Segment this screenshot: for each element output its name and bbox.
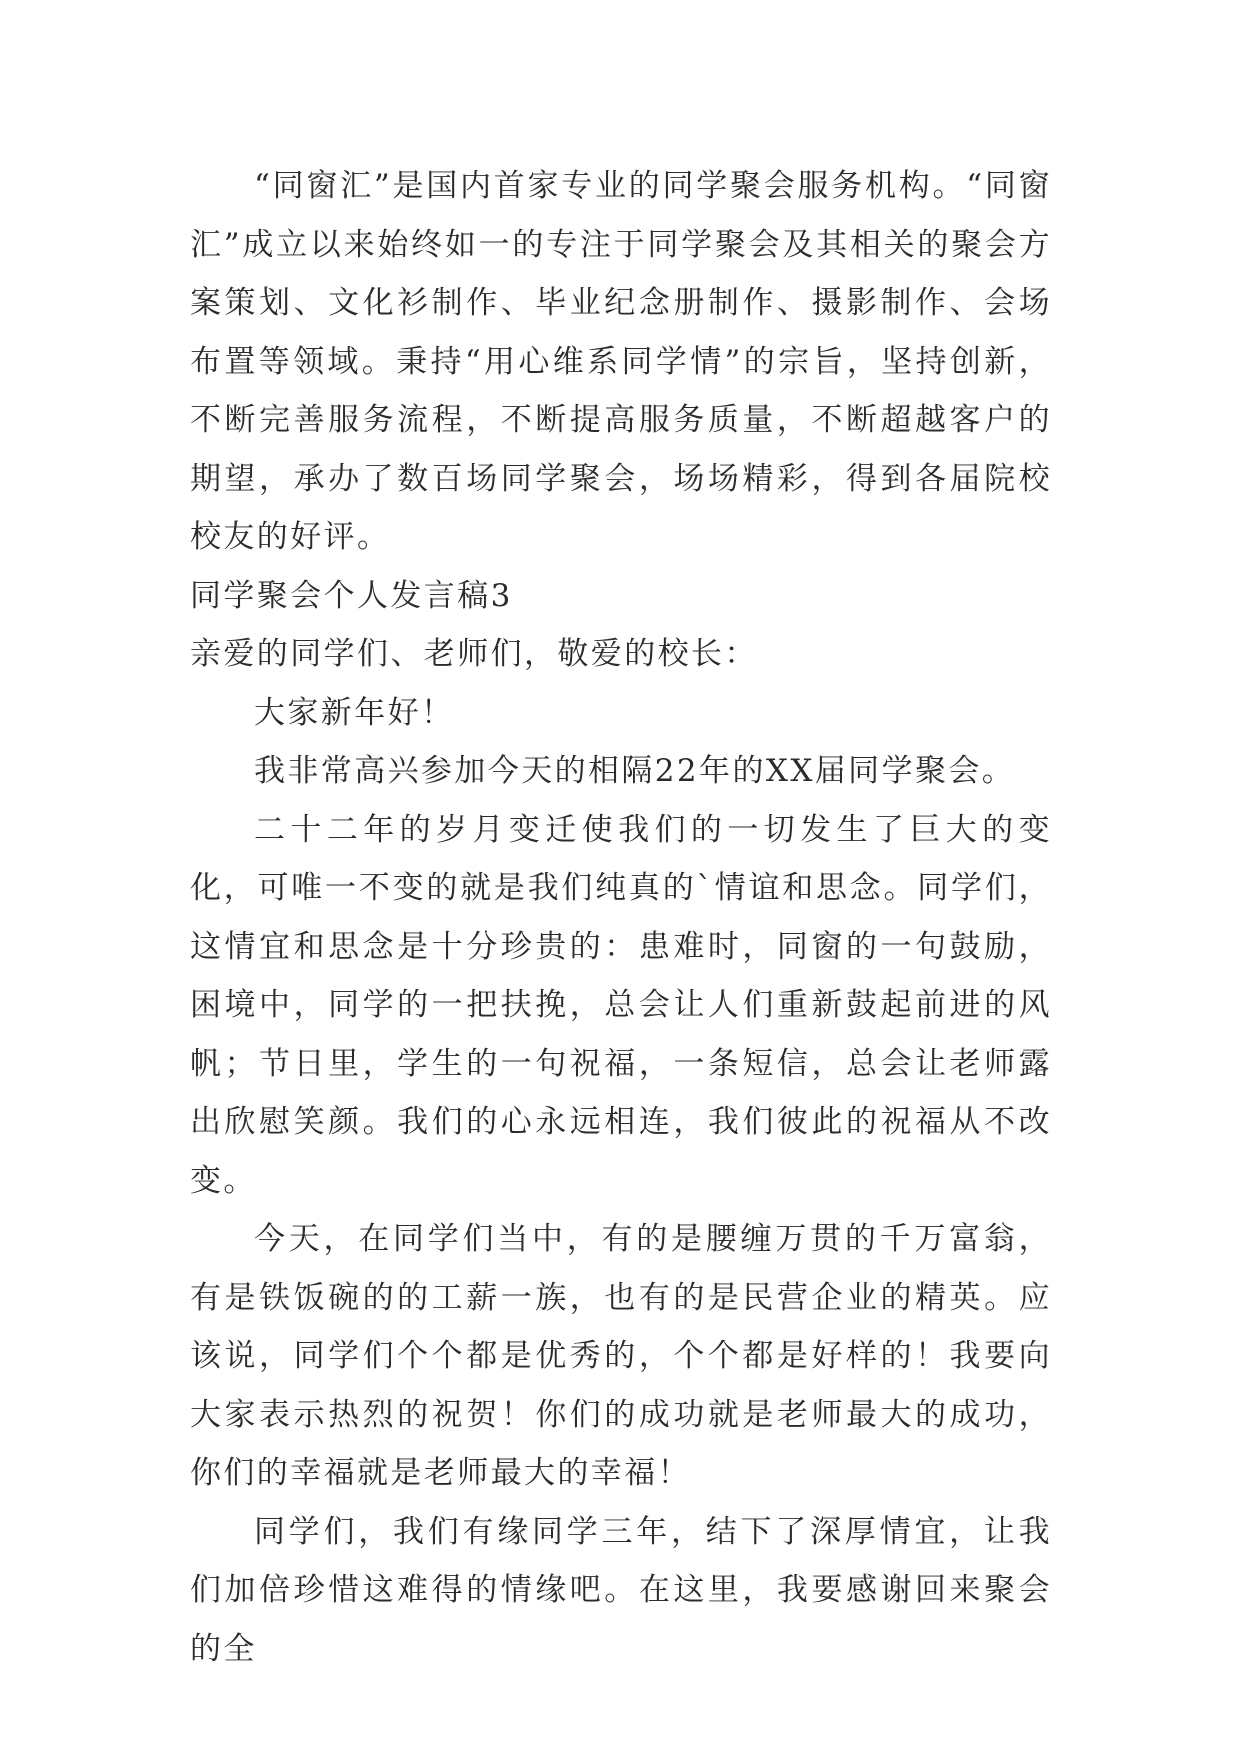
salutation: 亲爱的同学们、老师们，敬爱的校长：: [190, 636, 758, 672]
section-heading: 同学聚会个人发言稿3: [190, 577, 513, 614]
greeting-paragraph: 大家新年好！: [254, 694, 455, 731]
body-paragraph: 我非常高兴参加今天的相隔22年的XX届同学聚会。: [254, 753, 1016, 789]
body-paragraph: 同学们，我们有缘同学三年，结下了深厚情宜，让我们加倍珍惜这难得的情缘吧。在这里，我要感谢回来聚会的全: [190, 1513, 1052, 1667]
body-paragraph: 二十二年的岁月变迁使我们的一切发生了巨大的变化，可唯一不变的就是我们纯真的`情谊和思念。同学们，这情宜和思念是十分珍贵的：患难时，同窗的一句鼓励，困境中，同学的一把扶挽，总会让人们重新鼓起前进的风帆；节日里，学生的一句祝福，一条短信，总会让老师露出欣慰笑颜。我们的心永远相连，我们彼此的祝福从不改变。: [190, 811, 1052, 1199]
document-body: [190, 157, 1052, 1678]
intro-paragraph: “同窗汇”是国内首家专业的同学聚会服务机构。“同窗汇”成立以来始终如一的专注于同学聚会及其相关的聚会方案策划、文化衫制作、毕业纪念册制作、摄影制作、会场布置等领域。秉持“用心维系同学情”的宗旨，坚持创新，不断完善服务流程，不断提高服务质量，不断超越客户的期望，承办了数百场同学聚会，场场精彩，得到各届院校校友的好评。: [190, 168, 1052, 555]
body-paragraph: 今天，在同学们当中，有的是腰缠万贯的千万富翁，有是铁饭碗的的工薪一族，也有的是民营企业的精英。应该说，同学们个个都是优秀的，个个都是好样的！我要向大家表示热烈的祝贺！你们的成功就是老师最大的成功，你们的幸福就是老师最大的幸福！: [190, 1221, 1052, 1491]
